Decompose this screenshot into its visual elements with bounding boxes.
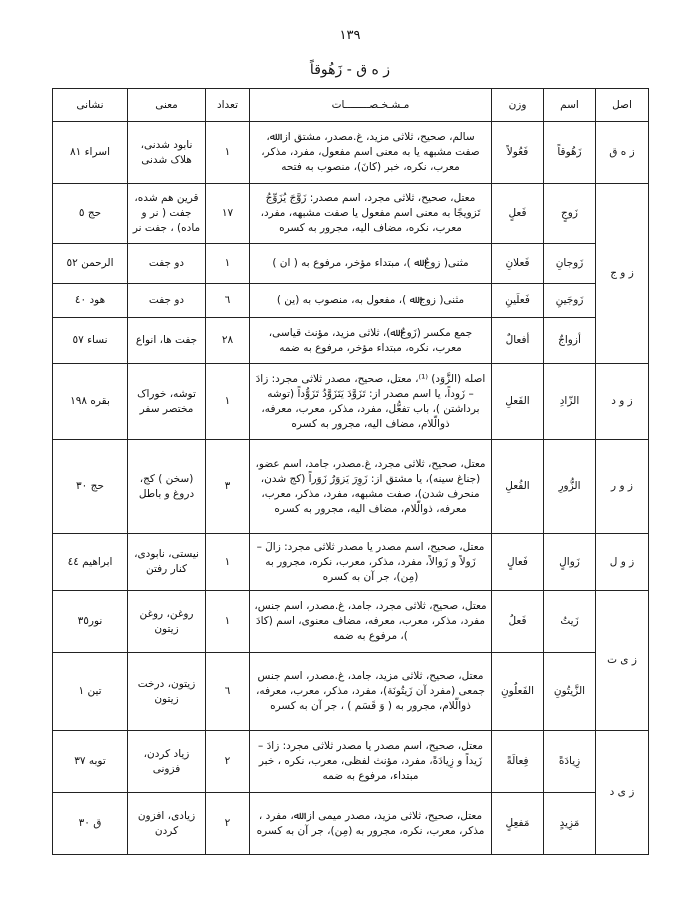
- ism-cell: الزّادِ: [544, 364, 596, 440]
- ism-cell: زَوجٍ: [544, 184, 596, 244]
- tedad-cell: ٣: [206, 440, 250, 534]
- tedad-cell: ١: [206, 364, 250, 440]
- ref-cell: بقره ١٩٨: [53, 364, 128, 440]
- wazn-cell: الفُعلِ: [492, 440, 544, 534]
- meaning-cell: نیستی، نابودی، کنار رفتن: [128, 534, 206, 591]
- table-row: [53, 122, 649, 184]
- meaning-cell: جفت ها، انواع: [128, 318, 206, 364]
- wazn-cell: أفعالٌ: [492, 318, 544, 364]
- header-neshani: نشانی: [53, 89, 128, 122]
- ism-cell: مَزِیدٍ: [544, 793, 596, 855]
- tedad-cell: ١: [206, 244, 250, 284]
- ism-cell: زَوجَینِ: [544, 284, 596, 318]
- page-title: ز ه ق - زَهُوقاً: [309, 62, 391, 78]
- ref-cell: ابراهیم ٤٤: [53, 534, 128, 591]
- header-ism: اسم: [544, 89, 596, 122]
- ism-cell: زَیتُ: [544, 591, 596, 653]
- root-cell: ز ه ق: [596, 122, 649, 184]
- desc-cell: معتل، صحیح، اسم مصدر یا مصدر ثلاثی مجرد: زادَ – زَیداً و زِیادَةً، مفرد، مؤنث لفظی، معرب، نکره ، خبر مبتداء، مرفوع به ضمه: [250, 731, 492, 793]
- ref-cell: الرحمن ٥٢: [53, 244, 128, 284]
- wazn-cell: فِعالَةً: [492, 731, 544, 793]
- header-mushakhasat: مـشـخـصــــــــات: [250, 89, 492, 122]
- meaning-cell: (سخن ) کج، دروغ و باطل: [128, 440, 206, 534]
- wazn-cell: فَعالٍ: [492, 534, 544, 591]
- tedad-cell: ٢: [206, 731, 250, 793]
- table-row: [53, 731, 649, 793]
- tedad-cell: ٦: [206, 653, 250, 731]
- meaning-cell: دو جفت: [128, 284, 206, 318]
- header-wazn: وزن: [492, 89, 544, 122]
- ref-cell: حج ٥: [53, 184, 128, 244]
- desc-cell: معتل، صحیح، اسم مصدر یا مصدر ثلاثی مجرد: زالَ – زَولاً و زَوالاً، مفرد، مذکر، معرب، نکره، مجرور به (مِن)، جر آن به کسره: [250, 534, 492, 591]
- table-row: [53, 284, 649, 318]
- desc-cell: معتل، صحیح، ثلاثی مجرد، جامد، غ.مصدر، اسم جنس، مفرد، مذکر، معرب، معرفه، مضاف معنوی، اسم (کادَ )، مرفوع به ضمه: [250, 591, 492, 653]
- wazn-cell: الفَعلِ: [492, 364, 544, 440]
- table-row: [53, 318, 649, 364]
- tedad-cell: ١: [206, 591, 250, 653]
- desc-cell: معتل، صحیح، ثلاثی مزید، مصدر میمی از: ﷲ، مفرد ، مذکر، معرب، نکره، مجرور به (مِن)، جر آن به کسره: [250, 793, 492, 855]
- tedad-cell: ١: [206, 534, 250, 591]
- wazn-cell: فَعلُ: [492, 591, 544, 653]
- desc-cell: معتل، صحیح، ثلاثی مزید، جامد، غ.مصدر، اسم جنس جمعی (مفرد آن زَیتُونَة)، مفرد، مذکر، معرب، معرفه، ذوالّلام، مجرور به ( وَ قَسَم ) ، جر آن به کسره: [250, 653, 492, 731]
- ref-cell: هود ٤٠: [53, 284, 128, 318]
- meaning-cell: قرین هم شده، جفت ( نر و ماده) ، جفت نر: [128, 184, 206, 244]
- wazn-cell: فَعلَینِ: [492, 284, 544, 318]
- desc-cell: مثنی( زوجٌ ﷲ )، مبتداء مؤخر، مرفوع به ( ان ): [250, 244, 492, 284]
- desc-cell: سالم، صحیح، ثلاثی مزید، غ.مصدر، مشتق از: ﷲ، صفت مشبهه یا به معنی اسم مفعول، مفرد، مذکر، معرب، نکره، خبر (کانَ)، منصوب به فتحه: [250, 122, 492, 184]
- header-asl: اصل: [596, 89, 649, 122]
- root-cell: ز و د: [596, 364, 649, 440]
- wazn-cell: مَفعِلٍ: [492, 793, 544, 855]
- meaning-cell: زیتون، درخت زیتون: [128, 653, 206, 731]
- ism-cell: أزواجٌ: [544, 318, 596, 364]
- ism-cell: الزُّورِ: [544, 440, 596, 534]
- desc-cell: معتل، صحیح، ثلاثی مجرد، غ.مصدر، جامد، اسم عضو، (جناغ سینه)، یا مشتق از: زَوِرَ یَزوَرُ زَوَراً (کج شدن، منحرف شدن)، صفت مشبهه، مفرد، مذکر، معرب، معرفه، ذوالّلام، مضاف الیه، مجرور به کسره: [250, 440, 492, 534]
- ref-cell: نور٣٥: [53, 591, 128, 653]
- ref-cell: اسراء ٨١: [53, 122, 128, 184]
- ism-cell: زَوجانِ: [544, 244, 596, 284]
- ref-cell: تین ١: [53, 653, 128, 731]
- ref-cell: توبه ٣٧: [53, 731, 128, 793]
- meaning-cell: نابود شدنی، هلاک شدنی: [128, 122, 206, 184]
- desc-cell: مثنی( زوج ﷲ )، مفعول به، منصوب به (ین ): [250, 284, 492, 318]
- page-number: ١٣٩: [339, 28, 361, 43]
- meaning-cell: روغن، روغن زیتون: [128, 591, 206, 653]
- header-mani: معنی: [128, 89, 206, 122]
- meaning-cell: زیاد کردن، فزونی: [128, 731, 206, 793]
- desc-cell: جمع مکسر (زَوجٌ ﷲ)، ثلاثی مزید، مؤنث قیاسی، معرب، نکره، مبتداء مؤخر، مرفوع به ضمه: [250, 318, 492, 364]
- table-row: [53, 184, 649, 244]
- table-row: [53, 244, 649, 284]
- meaning-cell: زیادی، افزون کردن: [128, 793, 206, 855]
- wazn-cell: فَعُولاً: [492, 122, 544, 184]
- desc-cell: معتل، صحیح، ثلاثی مجرد، اسم مصدر: زَوَّجَ یُزَوِّجُ تَزویجًا به معنی اسم مفعول یا صفت مشبهه، مفرد، معرب، نکره، مضاف الیه، مجرور به کسره: [250, 184, 492, 244]
- ref-cell: ق ٣٠: [53, 793, 128, 855]
- desc-cell: اصله (الزَّوَد) ⁽¹⁾، معتل، صحیح، مصدر ثلاثی مجرد: زادَ – زَوداً، یا اسم مصدر از: تَزَوَّدَ یَتَزَوَّدُ تَزَوُّداً (توشه برداشتن )، باب تفعُّل، مفرد، مذکر، معرب، معرفه، ذوالّلام، مضاف الیه، مجرور به کسره: [250, 364, 492, 440]
- table-row: [53, 440, 649, 534]
- header-row: [53, 89, 649, 122]
- lexicon-table: [52, 88, 649, 855]
- wazn-cell: فَعلٍ: [492, 184, 544, 244]
- tedad-cell: ٢٨: [206, 318, 250, 364]
- table-row: [53, 591, 649, 653]
- wazn-cell: فَعلانِ: [492, 244, 544, 284]
- root-cell: ز و ر: [596, 440, 649, 534]
- ref-cell: حج ٣٠: [53, 440, 128, 534]
- tedad-cell: ١٧: [206, 184, 250, 244]
- root-cell: ز و ل: [596, 534, 649, 591]
- root-cell: ز ی د: [596, 731, 649, 855]
- ism-cell: زَوالٍ: [544, 534, 596, 591]
- table-row: [53, 534, 649, 591]
- ism-cell: زَهُوقاً: [544, 122, 596, 184]
- meaning-cell: توشه، خوراک مختصر سفر: [128, 364, 206, 440]
- tedad-cell: ٦: [206, 284, 250, 318]
- ism-cell: زِیادَةً: [544, 731, 596, 793]
- wazn-cell: الفَعلُونِ: [492, 653, 544, 731]
- tedad-cell: ١: [206, 122, 250, 184]
- root-cell: ز و ج: [596, 184, 649, 364]
- header-tedad: تعداد: [206, 89, 250, 122]
- table-row: [53, 653, 649, 731]
- ref-cell: نساء ٥٧: [53, 318, 128, 364]
- tedad-cell: ٢: [206, 793, 250, 855]
- ism-cell: الزَّیتُونِ: [544, 653, 596, 731]
- table-row: [53, 793, 649, 855]
- root-cell: ز ی ت: [596, 591, 649, 731]
- meaning-cell: دو جفت: [128, 244, 206, 284]
- table-row: [53, 364, 649, 440]
